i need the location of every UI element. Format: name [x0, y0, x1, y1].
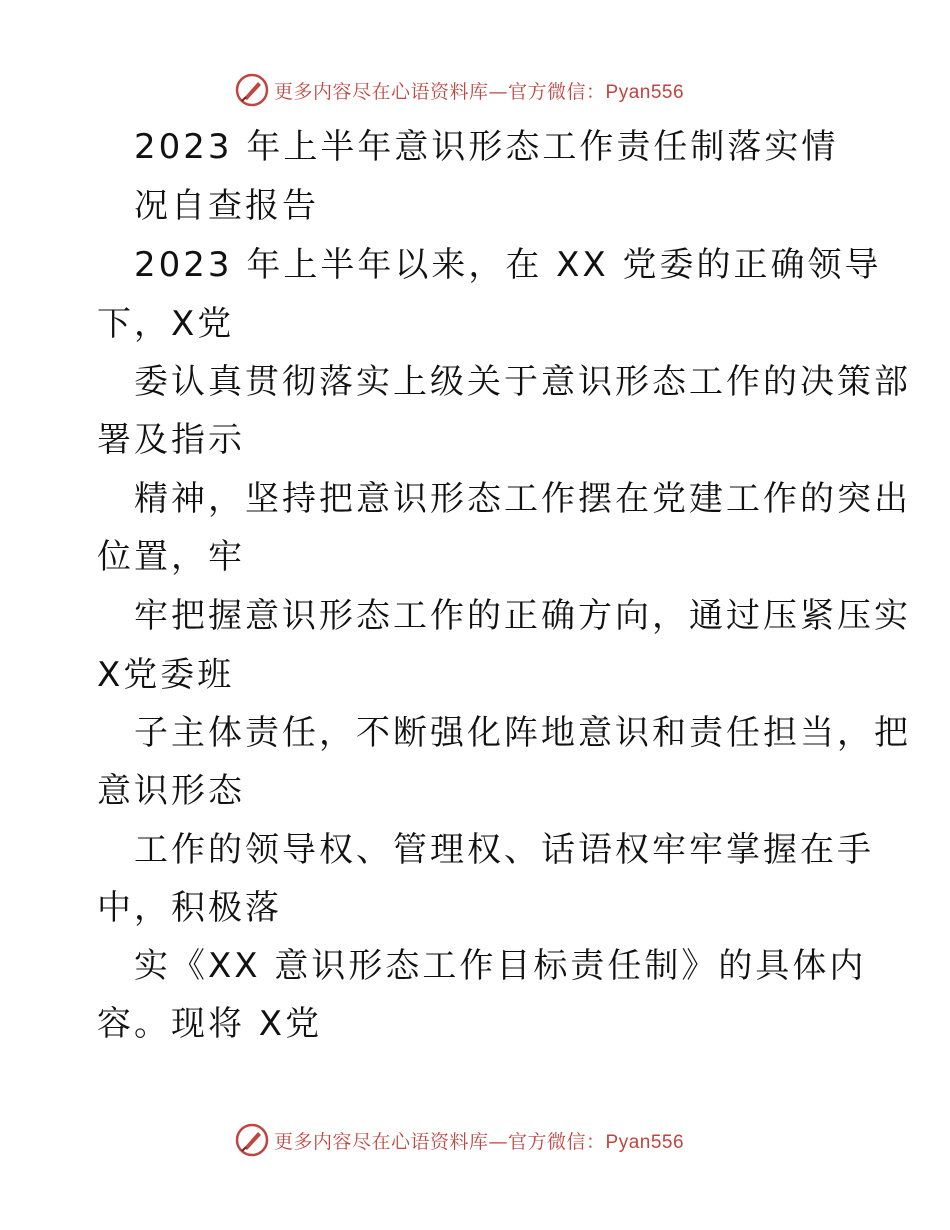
quill-logo-icon: [234, 72, 270, 108]
header-watermark: [234, 72, 684, 108]
text-line: X党委班: [97, 655, 235, 695]
text-line: 实《XX 意识形态工作目标责任制》的具体内: [134, 946, 867, 986]
watermark-text: 更多内容尽在心语资料库—官方微信：Pyan556: [274, 80, 685, 103]
text-line: 意识形态: [97, 771, 245, 811]
text-line: 牢把握意识形态工作的正确方向，通过压紧压实: [134, 596, 911, 636]
text-line: 况自查报告: [134, 186, 319, 226]
text-line: 子主体责任，不断强化阵地意识和责任担当，把: [134, 713, 911, 753]
text-line: 下，X党: [97, 304, 235, 344]
watermark-text: 更多内容尽在心语资料库—官方微信：Pyan556: [274, 1130, 685, 1153]
quill-logo-icon: [234, 1122, 270, 1158]
text-line: 署及指示: [97, 420, 245, 460]
text-line: 工作的领导权、管理权、话语权牢牢掌握在手: [134, 830, 874, 870]
text-line: 中，积极落: [97, 888, 282, 928]
text-line: 2023 年上半年意识形态工作责任制落实情: [134, 127, 839, 167]
text-line: 位置，牢: [97, 537, 245, 577]
footer-watermark: [234, 1122, 684, 1158]
text-line: 2023 年上半年以来，在 XX 党委的正确领导: [134, 245, 882, 285]
text-line: 容。现将 X党: [97, 1004, 323, 1044]
text-line: 委认真贯彻落实上级关于意识形态工作的决策部: [134, 362, 911, 402]
text-line: 精神，坚持把意识形态工作摆在党建工作的突出: [134, 479, 911, 519]
